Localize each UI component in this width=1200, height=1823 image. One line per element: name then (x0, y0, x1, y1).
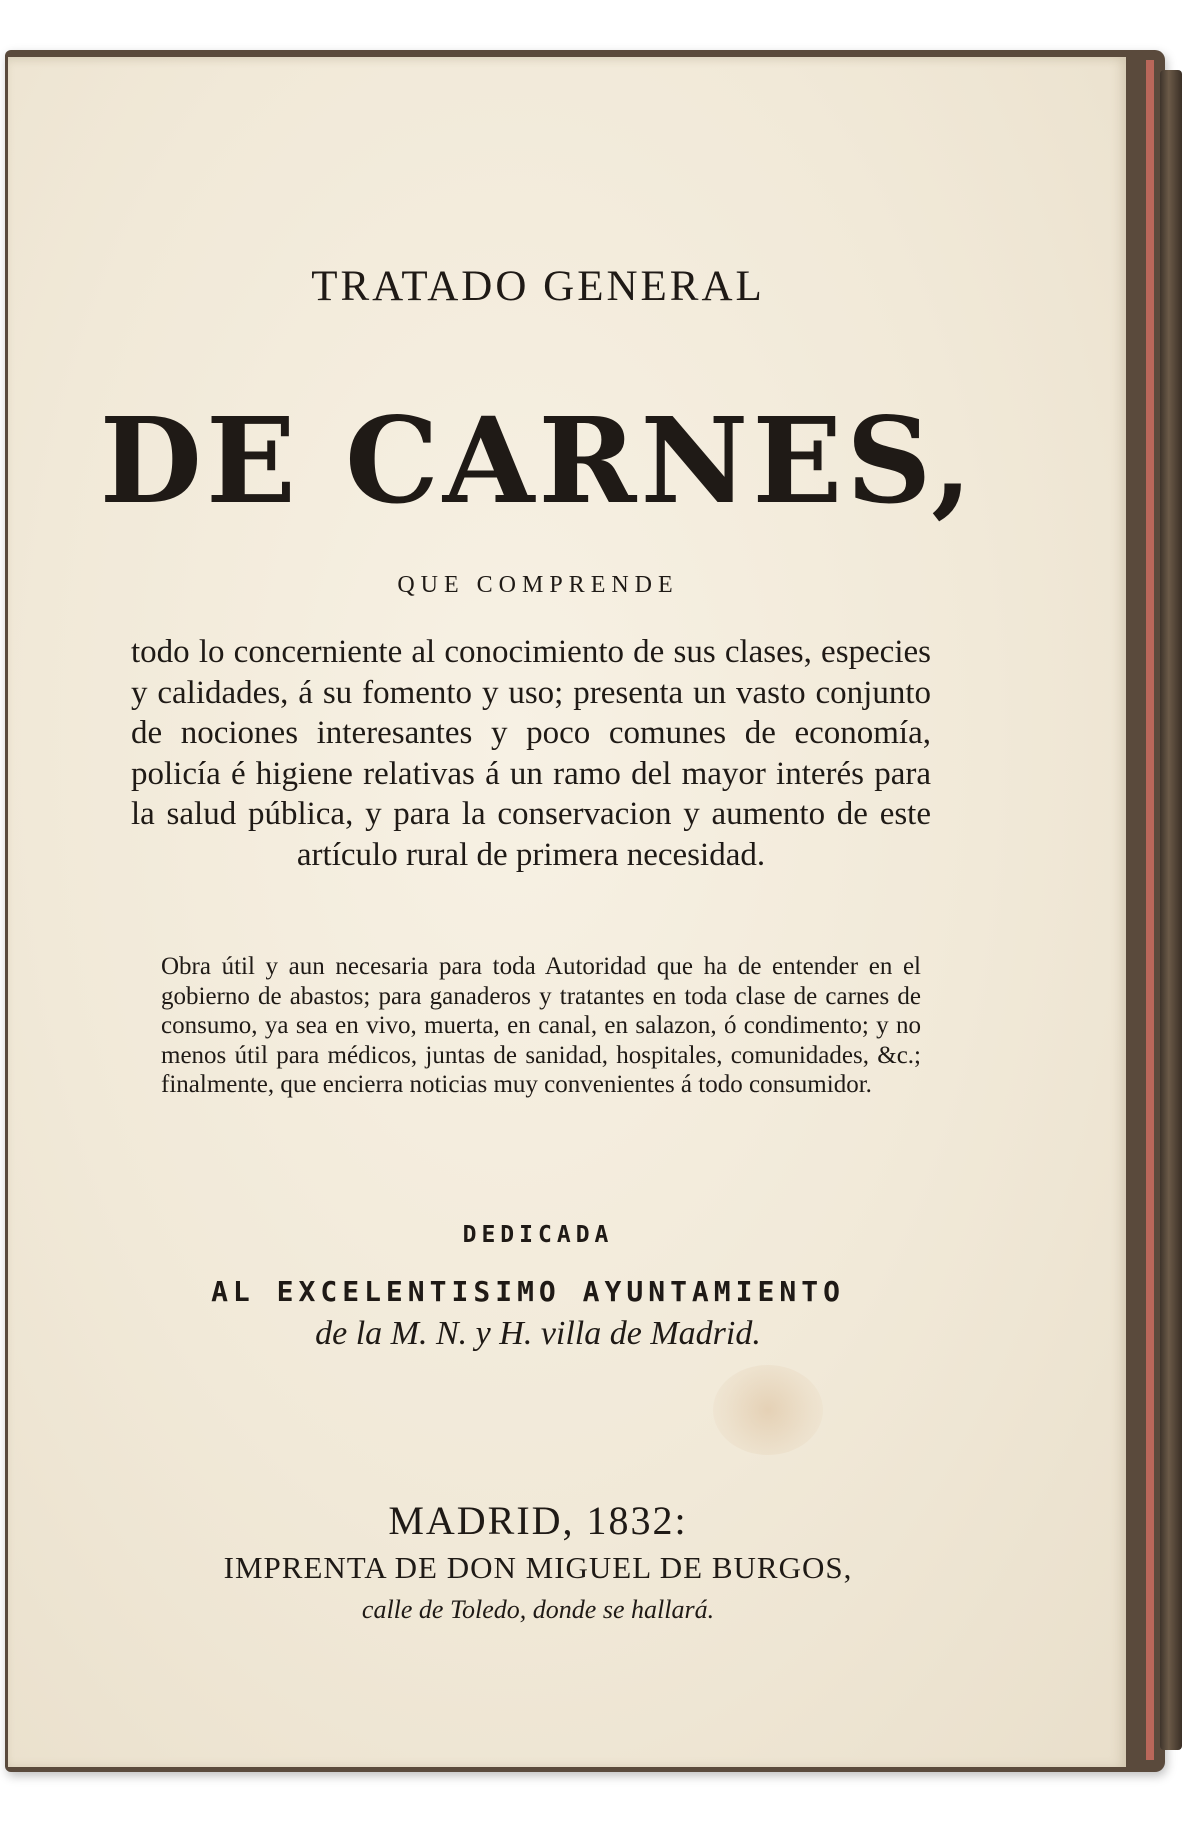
imprint-address: calle de Toledo, donde se hallará. (361, 1595, 715, 1624)
book-spine-edge (1160, 70, 1182, 1750)
dedication-recipient: AL EXCELENTISIMO AYUNTAMIENTO (211, 1275, 845, 1308)
title-page (8, 57, 1126, 1767)
dedication-heading: DEDICADA (462, 1222, 614, 1248)
description-paragraph: todo lo concerniente al conocimiento de sus clases, especies y calidades, á su fomento y uso; presenta un vasto conjunto de nociones interesantes y poco comunes de economía, policía é higiene relativas á un ramo del mayor interés para la salud pública, y para la conservacion y aumento de este artículo rural de primera necesidad. (131, 634, 931, 873)
title-line-1: TRATADO GENERAL (311, 263, 765, 310)
title-line-2: DE CARNES, (99, 391, 977, 530)
dedication-villa: de la M. N. y H. villa de Madrid. (315, 1315, 761, 1352)
page-edge-red (1146, 60, 1154, 1760)
imprint-place-date: MADRID, 1832: (388, 1498, 688, 1543)
obra-paragraph: Obra útil y aun necesaria para toda Autoridad que ha de entender en el gobierno de abastos; para ganaderos y tratantes en toda clase de carnes de consumo, ya sea en vivo, muerta, en canal, en salazon, ó condimento; y no menos útil para médicos, juntas de sanidad, hospitales, comunidades, &c.; finalmente, que encierra noticias muy convenientes á todo consumidor. (161, 953, 921, 1098)
imprint-printer: IMPRENTA DE DON MIGUEL DE BURGOS, (223, 1550, 853, 1585)
foxing-stain (713, 1365, 823, 1455)
subtitle-comprende: QUE COMPRENDE (397, 572, 679, 598)
